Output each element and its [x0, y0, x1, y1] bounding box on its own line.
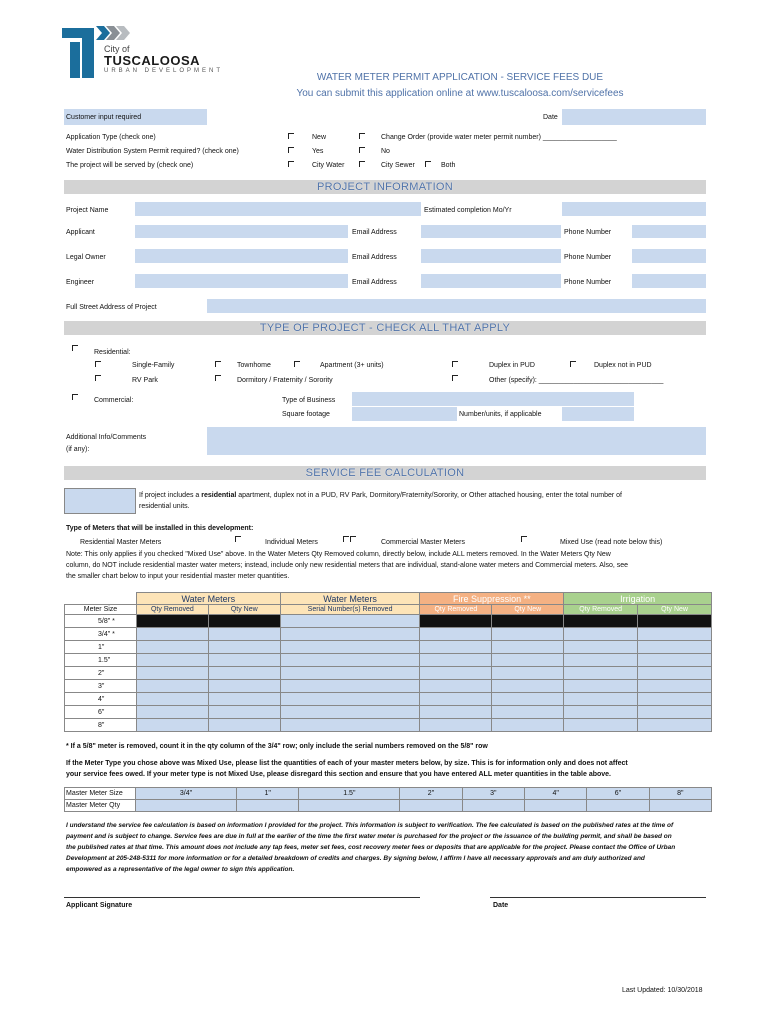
qty-cell[interactable] — [208, 654, 280, 667]
qty-cell[interactable] — [638, 680, 712, 693]
group-irrigation: Irrigation — [564, 593, 712, 605]
residential-checkbox[interactable] — [72, 345, 78, 351]
serial-removed-header: Serial Number(s) Removed — [280, 605, 420, 615]
additional-info-field[interactable] — [207, 427, 706, 455]
qty-cell[interactable] — [208, 706, 280, 719]
serial-cell[interactable] — [280, 680, 420, 693]
applicant-phone-label: Phone Number — [564, 229, 612, 236]
master-qty-cell[interactable] — [136, 800, 237, 812]
meter-size-label: 1" — [65, 641, 137, 654]
qty-cell[interactable] — [638, 667, 712, 680]
qty-cell[interactable] — [638, 693, 712, 706]
signature-date-label: Date — [493, 902, 509, 909]
yes-label: Yes — [312, 148, 324, 155]
certification-line: empowered as a representative of the legal owner to sign this application. — [66, 866, 295, 873]
dormitory-checkbox[interactable] — [215, 375, 221, 381]
city-water-checkbox[interactable] — [288, 161, 294, 167]
master-size-cell: 1" — [237, 788, 299, 800]
qty-cell[interactable] — [564, 693, 638, 706]
fire-qty-new-header: Qty New — [492, 605, 564, 615]
fire-qty-removed-header: Qty Removed — [420, 605, 492, 615]
qty-cell[interactable] — [564, 719, 638, 732]
master-qty-cell[interactable] — [587, 800, 649, 812]
qty-cell[interactable] — [564, 654, 638, 667]
number-units-field[interactable] — [562, 407, 634, 421]
other-label: Other (specify): ________________________________ — [489, 377, 664, 384]
qty-cell[interactable] — [492, 719, 564, 732]
legal-owner-field[interactable] — [135, 249, 348, 263]
master-meter-table — [64, 787, 712, 812]
commercial-master-label: Commercial Master Meters — [381, 539, 466, 546]
last-updated: Last Updated: 10/30/2018 — [622, 987, 703, 994]
full-address-label: Full Street Address of Project — [66, 304, 157, 311]
duplex-pud-checkbox[interactable] — [452, 361, 458, 367]
certification-line: payment and is subject to change. Service fees are due in full at the earlier of the time the first water meter is purchased for the project or the issuance of the building permit, and shall be based on — [66, 833, 672, 840]
serial-cell[interactable] — [280, 693, 420, 706]
qty-cell[interactable] — [638, 654, 712, 667]
full-address-field[interactable] — [207, 299, 706, 313]
qty-cell[interactable] — [420, 628, 492, 641]
certification-text — [66, 820, 714, 875]
qty-cell[interactable] — [638, 628, 712, 641]
single-family-label: Single-Family — [132, 362, 175, 369]
table-cell-disabled — [564, 615, 638, 628]
change-order-checkbox[interactable] — [359, 133, 365, 139]
qty-cell[interactable] — [564, 680, 638, 693]
engineer-field[interactable] — [135, 274, 348, 288]
residential-note-c: residential units. — [139, 503, 190, 510]
group-water-meters: Water Meters — [136, 593, 280, 605]
certification-line: I understand the service fee calculation is based on information I provided for the project. This information is subject to verification. The fee calculated is based on the published rates at the time of — [66, 822, 674, 829]
qty-cell[interactable] — [208, 680, 280, 693]
master-qty-cell[interactable] — [400, 800, 462, 812]
both-label: Both — [441, 162, 456, 169]
qty-cell[interactable] — [136, 667, 208, 680]
townhome-label: Townhome — [237, 362, 271, 369]
serial-cell[interactable] — [280, 628, 420, 641]
qty-cell[interactable] — [492, 706, 564, 719]
master-qty-cell[interactable] — [299, 800, 400, 812]
if-any-label: (if any): — [66, 446, 90, 453]
water-qty-new-header: Qty New — [208, 605, 280, 615]
applicant-label: Applicant — [66, 229, 95, 236]
individual-label: Individual Meters — [265, 539, 318, 546]
applicant-signature-label: Applicant Signature — [66, 902, 133, 909]
meter-size-label: 3" — [65, 680, 137, 693]
master-qty-cell[interactable] — [524, 800, 586, 812]
project-info-header: PROJECT INFORMATION — [64, 180, 706, 194]
master-qty-cell[interactable] — [462, 800, 524, 812]
residential-note-bold: residential — [201, 492, 237, 499]
certification-line: the published rates at that time. This amount does not include any tap fees, meter set fees, cost recovery meter fees or deposits that are applicable for the project. Please contact the Office of Urban — [66, 844, 676, 851]
project-type-header: TYPE OF PROJECT - CHECK ALL THAT APPLY — [64, 321, 706, 335]
apartment-checkbox[interactable] — [294, 361, 300, 367]
water-qty-removed-header: Qty Removed — [136, 605, 208, 615]
qty-cell[interactable] — [208, 719, 280, 732]
serial-cell[interactable] — [280, 706, 420, 719]
page-title: WATER METER PERMIT APPLICATION - SERVICE FEES DUE — [316, 72, 604, 83]
residential-master-label: Residential Master Meters — [80, 539, 162, 546]
qty-cell[interactable] — [564, 667, 638, 680]
group-water-meters-serial: Water Meters — [280, 593, 420, 605]
qty-cell[interactable] — [420, 680, 492, 693]
meter-table-footnote: * If a 5/8" meter is removed, count it in the qty column of the 3/4" row; only include the serial numbers removed on the 5/8" row — [66, 743, 488, 750]
meter-types-question: Type of Meters that will be installed in this development: — [66, 525, 254, 532]
master-qty-cell[interactable] — [649, 800, 711, 812]
number-units-label: Number/units, if applicable — [459, 411, 542, 418]
applicant-email-label: Email Address — [352, 229, 397, 236]
no-checkbox[interactable] — [359, 147, 365, 153]
residential-units-field[interactable] — [64, 488, 136, 514]
irrigation-qty-removed-header: Qty Removed — [564, 605, 638, 615]
legal-owner-phone-label: Phone Number — [564, 254, 612, 261]
rv-park-label: RV Park — [132, 377, 158, 384]
engineer-phone-label: Phone Number — [564, 279, 612, 286]
meter-table — [64, 592, 712, 732]
mixed-use-label: Mixed Use (read note below this) — [560, 539, 663, 546]
meter-size-label: 6" — [65, 706, 137, 719]
qty-cell[interactable] — [564, 641, 638, 654]
single-family-checkbox[interactable] — [95, 361, 101, 367]
serial-cell[interactable] — [280, 667, 420, 680]
mixed-use-note-1: Note: This only applies if you checked "Mixed Use" above. In the Water Meters Qty Removed column, directly below, include ALL meters removed. In the Water Meters Qty New — [66, 551, 611, 558]
engineer-email-label: Email Address — [352, 279, 397, 286]
qty-cell[interactable] — [492, 628, 564, 641]
type-of-business-field[interactable] — [352, 392, 634, 406]
meter-size-label: 4" — [65, 693, 137, 706]
residential-units-note — [139, 492, 622, 499]
table-cell-disabled — [136, 615, 208, 628]
qty-cell[interactable] — [420, 641, 492, 654]
qty-cell[interactable] — [420, 693, 492, 706]
logo-city: City of — [104, 44, 130, 54]
change-order-label: Change Order (provide water meter permit number) ___________________ — [381, 134, 617, 141]
applicant-field[interactable] — [135, 225, 348, 238]
dormitory-label: Dormitory / Fraternity / Sorority — [237, 377, 333, 384]
date-label: Date — [543, 114, 558, 121]
master-qty-cell[interactable] — [237, 800, 299, 812]
applicant-phone-field[interactable] — [632, 225, 706, 238]
mixed-use-note-3: the smaller chart below to input your residential master meter quantities. — [66, 573, 290, 580]
meter-size-header: Meter Size — [65, 605, 137, 615]
logo-name: TUSCALOOSA — [104, 53, 200, 68]
both-checkbox[interactable] — [425, 161, 431, 167]
additional-info-label: Additional Info/Comments — [66, 434, 147, 441]
distribution-permit-label: Water Distribution System Permit required? (check one) — [66, 148, 239, 155]
new-checkbox[interactable] — [288, 133, 294, 139]
serial-cell[interactable] — [280, 719, 420, 732]
qty-cell[interactable] — [208, 628, 280, 641]
qty-cell[interactable] — [208, 693, 280, 706]
no-label: No — [381, 148, 390, 155]
serial-cell[interactable] — [280, 615, 420, 628]
meter-size-label: 5/8" * — [65, 615, 137, 628]
estimated-completion-label: Estimated completion Mo/Yr — [424, 207, 512, 214]
irrigation-qty-new-header: Qty New — [638, 605, 712, 615]
meter-size-label: 3/4" * — [65, 628, 137, 641]
apartment-label: Apartment (3+ units) — [320, 362, 384, 369]
meter-table-corner — [65, 593, 137, 605]
qty-cell[interactable] — [208, 641, 280, 654]
page-subtitle: You can submit this application online at www.tuscaloosa.com/servicefees — [296, 88, 624, 99]
qty-cell[interactable] — [638, 706, 712, 719]
project-name-label: Project Name — [66, 207, 109, 214]
city-sewer-checkbox[interactable] — [359, 161, 365, 167]
signature-date-line[interactable] — [490, 897, 706, 898]
mixed-use-checkbox[interactable] — [521, 536, 527, 542]
master-size-cell: 2" — [400, 788, 462, 800]
qty-cell[interactable] — [136, 628, 208, 641]
fee-calc-header: SERVICE FEE CALCULATION — [64, 466, 706, 480]
new-label: New — [312, 134, 327, 141]
qty-cell[interactable] — [208, 667, 280, 680]
meter-size-label: 8" — [65, 719, 137, 732]
qty-cell[interactable] — [136, 706, 208, 719]
logo-dept: URBAN DEVELOPMENT — [104, 68, 224, 74]
qty-cell[interactable] — [136, 654, 208, 667]
table-cell-disabled — [638, 615, 712, 628]
mixed-use-info-1: If the Meter Type you chose above was Mixed Use, please list the quantities of each of your master meters below, by size. This is for information only and does not affect — [66, 760, 628, 767]
legal-owner-email-label: Email Address — [352, 254, 397, 261]
qty-cell[interactable] — [492, 641, 564, 654]
project-name-field[interactable] — [135, 202, 421, 216]
mixed-use-note-2: column, do NOT include residential master water meters; instead, include only new residential meters that are individual, stand-alone water meters and Commercial meters. Also, see — [66, 562, 629, 569]
city-sewer-label: City Sewer — [381, 162, 415, 169]
city-water-label: City Water — [312, 162, 345, 169]
master-size-cell: 3" — [462, 788, 524, 800]
legal-owner-label: Legal Owner — [66, 254, 106, 261]
serial-cell[interactable] — [280, 654, 420, 667]
engineer-email-field[interactable] — [421, 274, 561, 288]
commercial-label: Commercial: — [94, 397, 134, 404]
master-size-cell: 3/4" — [136, 788, 237, 800]
duplex-pud-label: Duplex in PUD — [489, 362, 535, 369]
qty-cell[interactable] — [420, 654, 492, 667]
master-size-cell: 1.5" — [299, 788, 400, 800]
qty-cell[interactable] — [638, 719, 712, 732]
meter-size-label: 1.5" — [65, 654, 137, 667]
commercial-master-checkbox[interactable] — [350, 536, 356, 542]
customer-input-label: Customer input required — [66, 114, 142, 121]
type-of-business-label: Type of Business — [282, 397, 336, 404]
applicant-email-field[interactable] — [421, 225, 561, 238]
qty-cell[interactable] — [420, 719, 492, 732]
master-meter-qty-label: Master Meter Qty — [65, 800, 136, 812]
qty-cell[interactable] — [492, 667, 564, 680]
residential-note-a: If project includes a — [139, 492, 200, 499]
master-size-cell: 8" — [649, 788, 711, 800]
date-field[interactable] — [562, 109, 706, 125]
qty-cell[interactable] — [136, 641, 208, 654]
estimated-completion-field[interactable] — [562, 202, 706, 216]
qty-cell[interactable] — [136, 680, 208, 693]
group-fire-suppression: Fire Suppression ** — [420, 593, 564, 605]
qty-cell[interactable] — [136, 693, 208, 706]
serial-cell[interactable] — [280, 641, 420, 654]
qty-cell[interactable] — [420, 667, 492, 680]
table-cell-disabled — [420, 615, 492, 628]
qty-cell[interactable] — [492, 654, 564, 667]
qty-cell[interactable] — [492, 693, 564, 706]
yes-checkbox[interactable] — [288, 147, 294, 153]
qty-cell[interactable] — [638, 641, 712, 654]
other-checkbox[interactable] — [452, 375, 458, 381]
legal-owner-phone-field[interactable] — [632, 249, 706, 263]
engineer-phone-field[interactable] — [632, 274, 706, 288]
qty-cell[interactable] — [492, 680, 564, 693]
residential-master-checkbox[interactable] — [235, 536, 241, 542]
applicant-signature-line[interactable] — [64, 897, 420, 898]
residential-label: Residential: — [94, 349, 131, 356]
rv-park-checkbox[interactable] — [95, 375, 101, 381]
master-size-cell: 4" — [524, 788, 586, 800]
commercial-checkbox[interactable] — [72, 394, 78, 400]
duplex-not-pud-label: Duplex not in PUD — [594, 362, 652, 369]
residential-note-b: apartment, duplex not in a PUD, RV Park, Dormitory/Fraternity/Sorority, or Other attached housing, enter the total number of — [238, 492, 622, 499]
duplex-not-pud-checkbox[interactable] — [570, 361, 576, 367]
application-type-label: Application Type (check one) — [66, 134, 156, 141]
meter-size-label: 2" — [65, 667, 137, 680]
qty-cell[interactable] — [420, 706, 492, 719]
square-footage-field[interactable] — [352, 407, 457, 421]
individual-checkbox[interactable] — [343, 536, 349, 542]
mixed-use-info-2: your service fees owed. If your meter type is not Mixed Use, please disregard this section and ensure that you have entered ALL meter quantities in the table above. — [66, 771, 611, 778]
engineer-label: Engineer — [66, 279, 95, 286]
qty-cell[interactable] — [564, 706, 638, 719]
qty-cell[interactable] — [564, 628, 638, 641]
legal-owner-email-field[interactable] — [421, 249, 561, 263]
qty-cell[interactable] — [136, 719, 208, 732]
certification-line: Development at 205-248-5311 for more information or for a detailed breakdown of credits and charges. By signing below, I affirm I have all necessary approvals and am duly authorized and — [66, 855, 645, 862]
square-footage-label: Square footage — [282, 411, 330, 418]
table-cell-disabled — [208, 615, 280, 628]
table-cell-disabled — [492, 615, 564, 628]
master-size-cell: 6" — [587, 788, 649, 800]
master-meter-size-label: Master Meter Size — [65, 788, 136, 800]
served-by-label: The project will be served by (check one) — [66, 162, 194, 169]
townhome-checkbox[interactable] — [215, 361, 221, 367]
